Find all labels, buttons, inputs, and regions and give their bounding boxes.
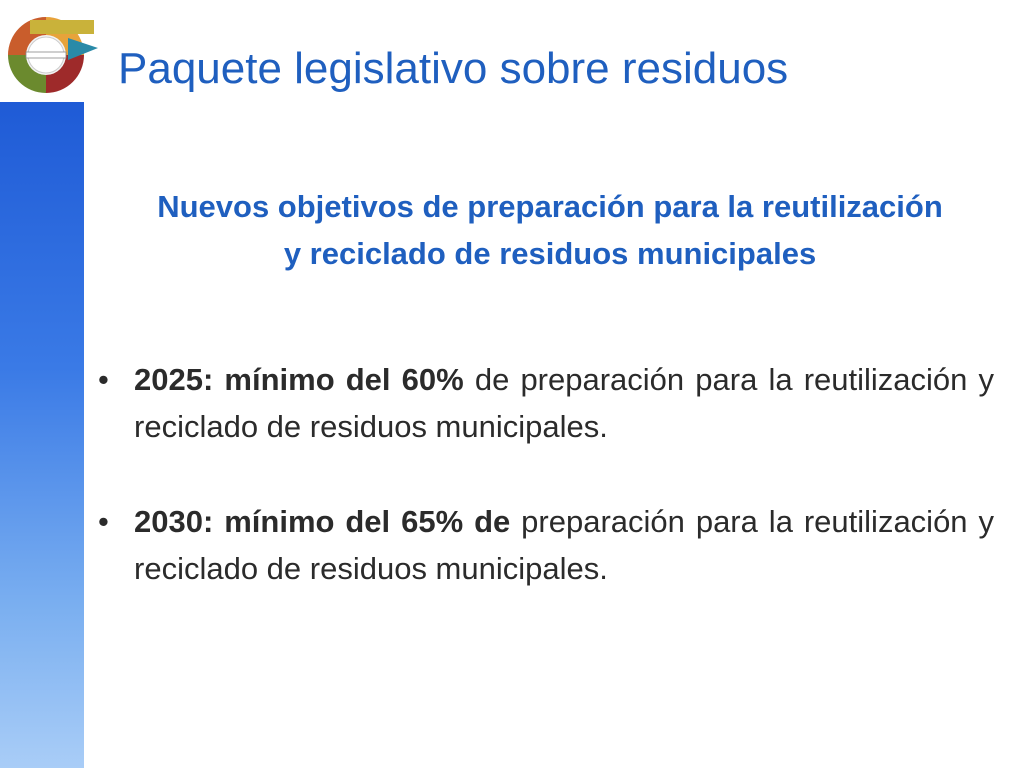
bullet-icon: •	[98, 504, 109, 540]
slide-title: Paquete legislativo sobre residuos	[118, 44, 789, 93]
targets-list	[96, 356, 994, 640]
bullet-icon: •	[98, 362, 109, 397]
target-2025-item	[96, 356, 994, 450]
subtitle-line-1: Nuevos objetivos de preparación para la reutilización	[157, 189, 943, 224]
target-2030-item	[96, 498, 994, 592]
subtitle-line-2: y reciclado de residuos municipales	[283, 235, 817, 271]
circular-economy-logo	[0, 8, 104, 100]
target-2025-text: de preparación para la reutilización y reciclado de residuos municipales.	[134, 362, 994, 445]
target-2025-emphasis: 2025: mínimo del 60%	[134, 362, 464, 397]
target-2030-text: preparación para la reutilización y reciclado de residuos municipales.	[134, 504, 994, 587]
slide-subtitle	[100, 184, 1000, 277]
target-2030-emphasis: 2030: mínimo del 65% de	[134, 504, 511, 540]
side-decorative-bar	[0, 102, 84, 768]
